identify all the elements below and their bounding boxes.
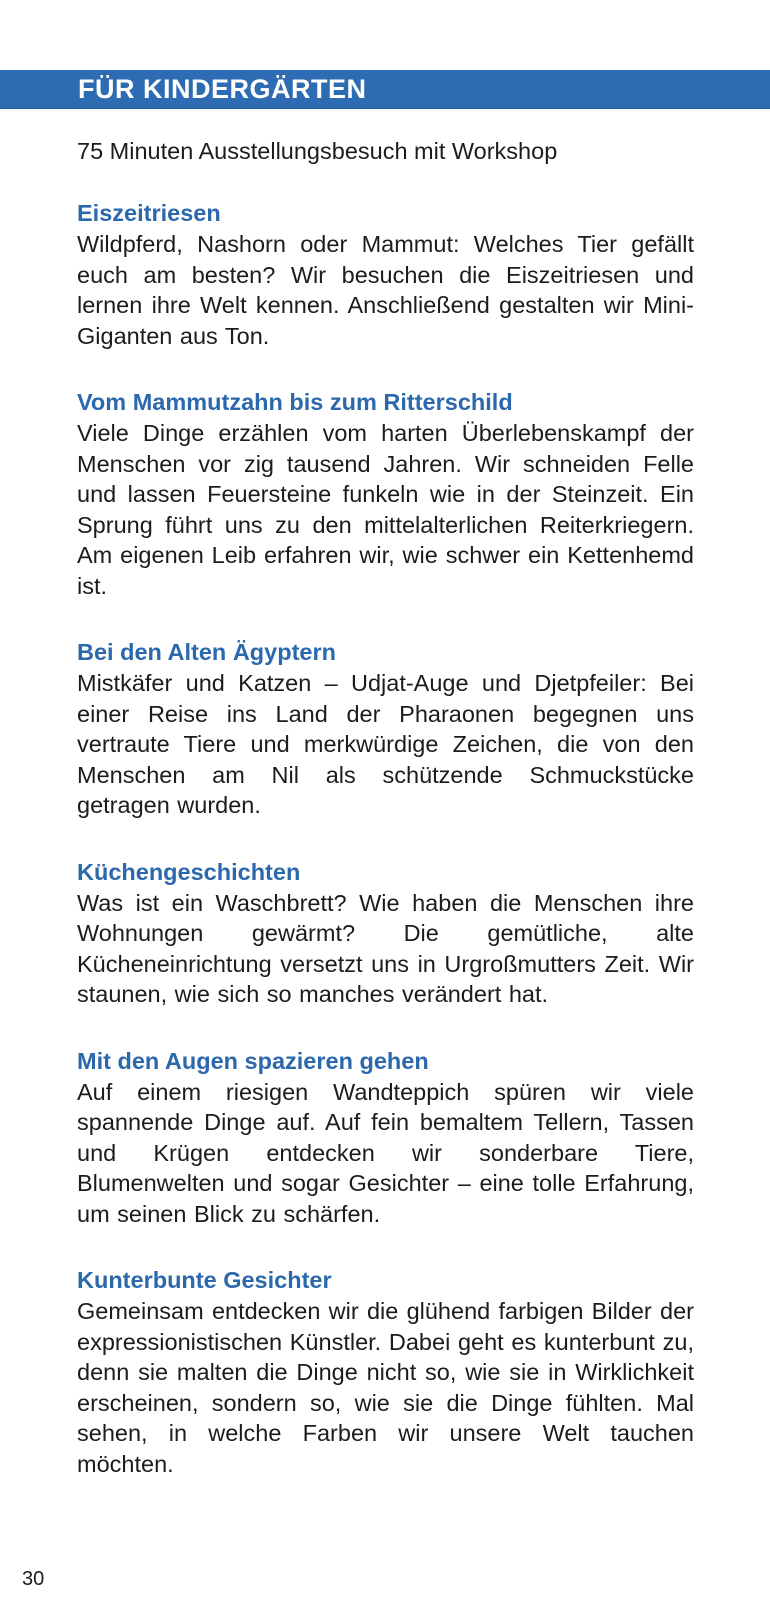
page-content	[77, 136, 694, 1515]
section-kuechengeschichten	[77, 857, 694, 1010]
section-header-bar	[0, 70, 770, 108]
section-paragraph: Gemeinsam entdecken wir die glühend farbigen Bilder der expressionistischen Künstler. Dabei geht es kunterbunt zu, denn sie malten die Dinge nicht so, wie sie in Wirklichkeit erscheinen, sondern so, wie sie die Dinge fühlten. Mal sehen, in welche Farben wir unsere Welt tauchen möchten.	[77, 1298, 694, 1477]
section-alte-aegypter	[77, 637, 694, 821]
section-paragraph: Mistkäfer und Katzen – Udjat-Auge und Djetpfeiler: Bei einer Reise ins Land der Pharaonen begegnen uns vertraute Tiere und merkwürdige Zeichen, die von den Menschen am Nil als schützende Schmuckstücke getragen wurden.	[77, 670, 694, 818]
section-heading: Eiszeitriesen	[77, 200, 221, 226]
section-paragraph: Viele Dinge erzählen vom harten Überlebenskampf der Menschen vor zig tausend Jahren. Wir schneiden Felle und lassen Feuersteine funkeln wie in der Steinzeit. Ein Sprung führt uns zu den mittelalterlichen Reiterkriegern. Am eigenen Leib erfahren wir, wie schwer ein Kettenhemd ist.	[77, 420, 694, 599]
page-title: FÜR KINDERGÄRTEN	[78, 73, 367, 104]
section-paragraph: Auf einem riesigen Wandteppich spüren wir viele spannende Dinge auf. Auf fein bemaltem Tellern, Tassen und Krügen entdecken wir sonderbare Tiere, Blumenwelten und sogar Gesichter – eine tolle Erfahrung, um seinen Blick zu schärfen.	[77, 1078, 694, 1227]
section-heading: Bei den Alten Ägyptern	[77, 639, 336, 665]
section-heading: Vom Mammutzahn bis zum Ritterschild	[77, 389, 513, 415]
section-paragraph: Wildpferd, Nashorn oder Mammut: Welches Tier gefällt euch am besten? Wir besuchen die Eiszeitriesen und lernen ihre Welt kennen. Anschließend gestalten wir Mini-Giganten aus Ton.	[77, 231, 694, 349]
section-heading: Küchengeschichten	[77, 858, 301, 885]
section-heading: Mit den Augen spazieren gehen	[77, 1047, 429, 1074]
duration-subtitle: 75 Minuten Ausstellungsbesuch mit Workshop	[77, 138, 558, 164]
section-heading: Kunterbunte Gesichter	[77, 1267, 332, 1293]
section-augen-spazieren	[77, 1046, 694, 1230]
page-number: 30	[22, 1568, 45, 1590]
section-eiszeitriesen	[77, 198, 694, 351]
section-mammutzahn-ritterschild	[77, 387, 694, 601]
section-kunterbunte-gesichter	[77, 1265, 694, 1479]
section-paragraph: Was ist ein Waschbrett? Wie haben die Menschen ihre Wohnungen gewärmt? Die gemütliche, alte Kücheneinrichtung versetzt uns in Urgroßmutters Zeit. Wir staunen, wie sich so manches verändert hat.	[77, 889, 694, 1007]
